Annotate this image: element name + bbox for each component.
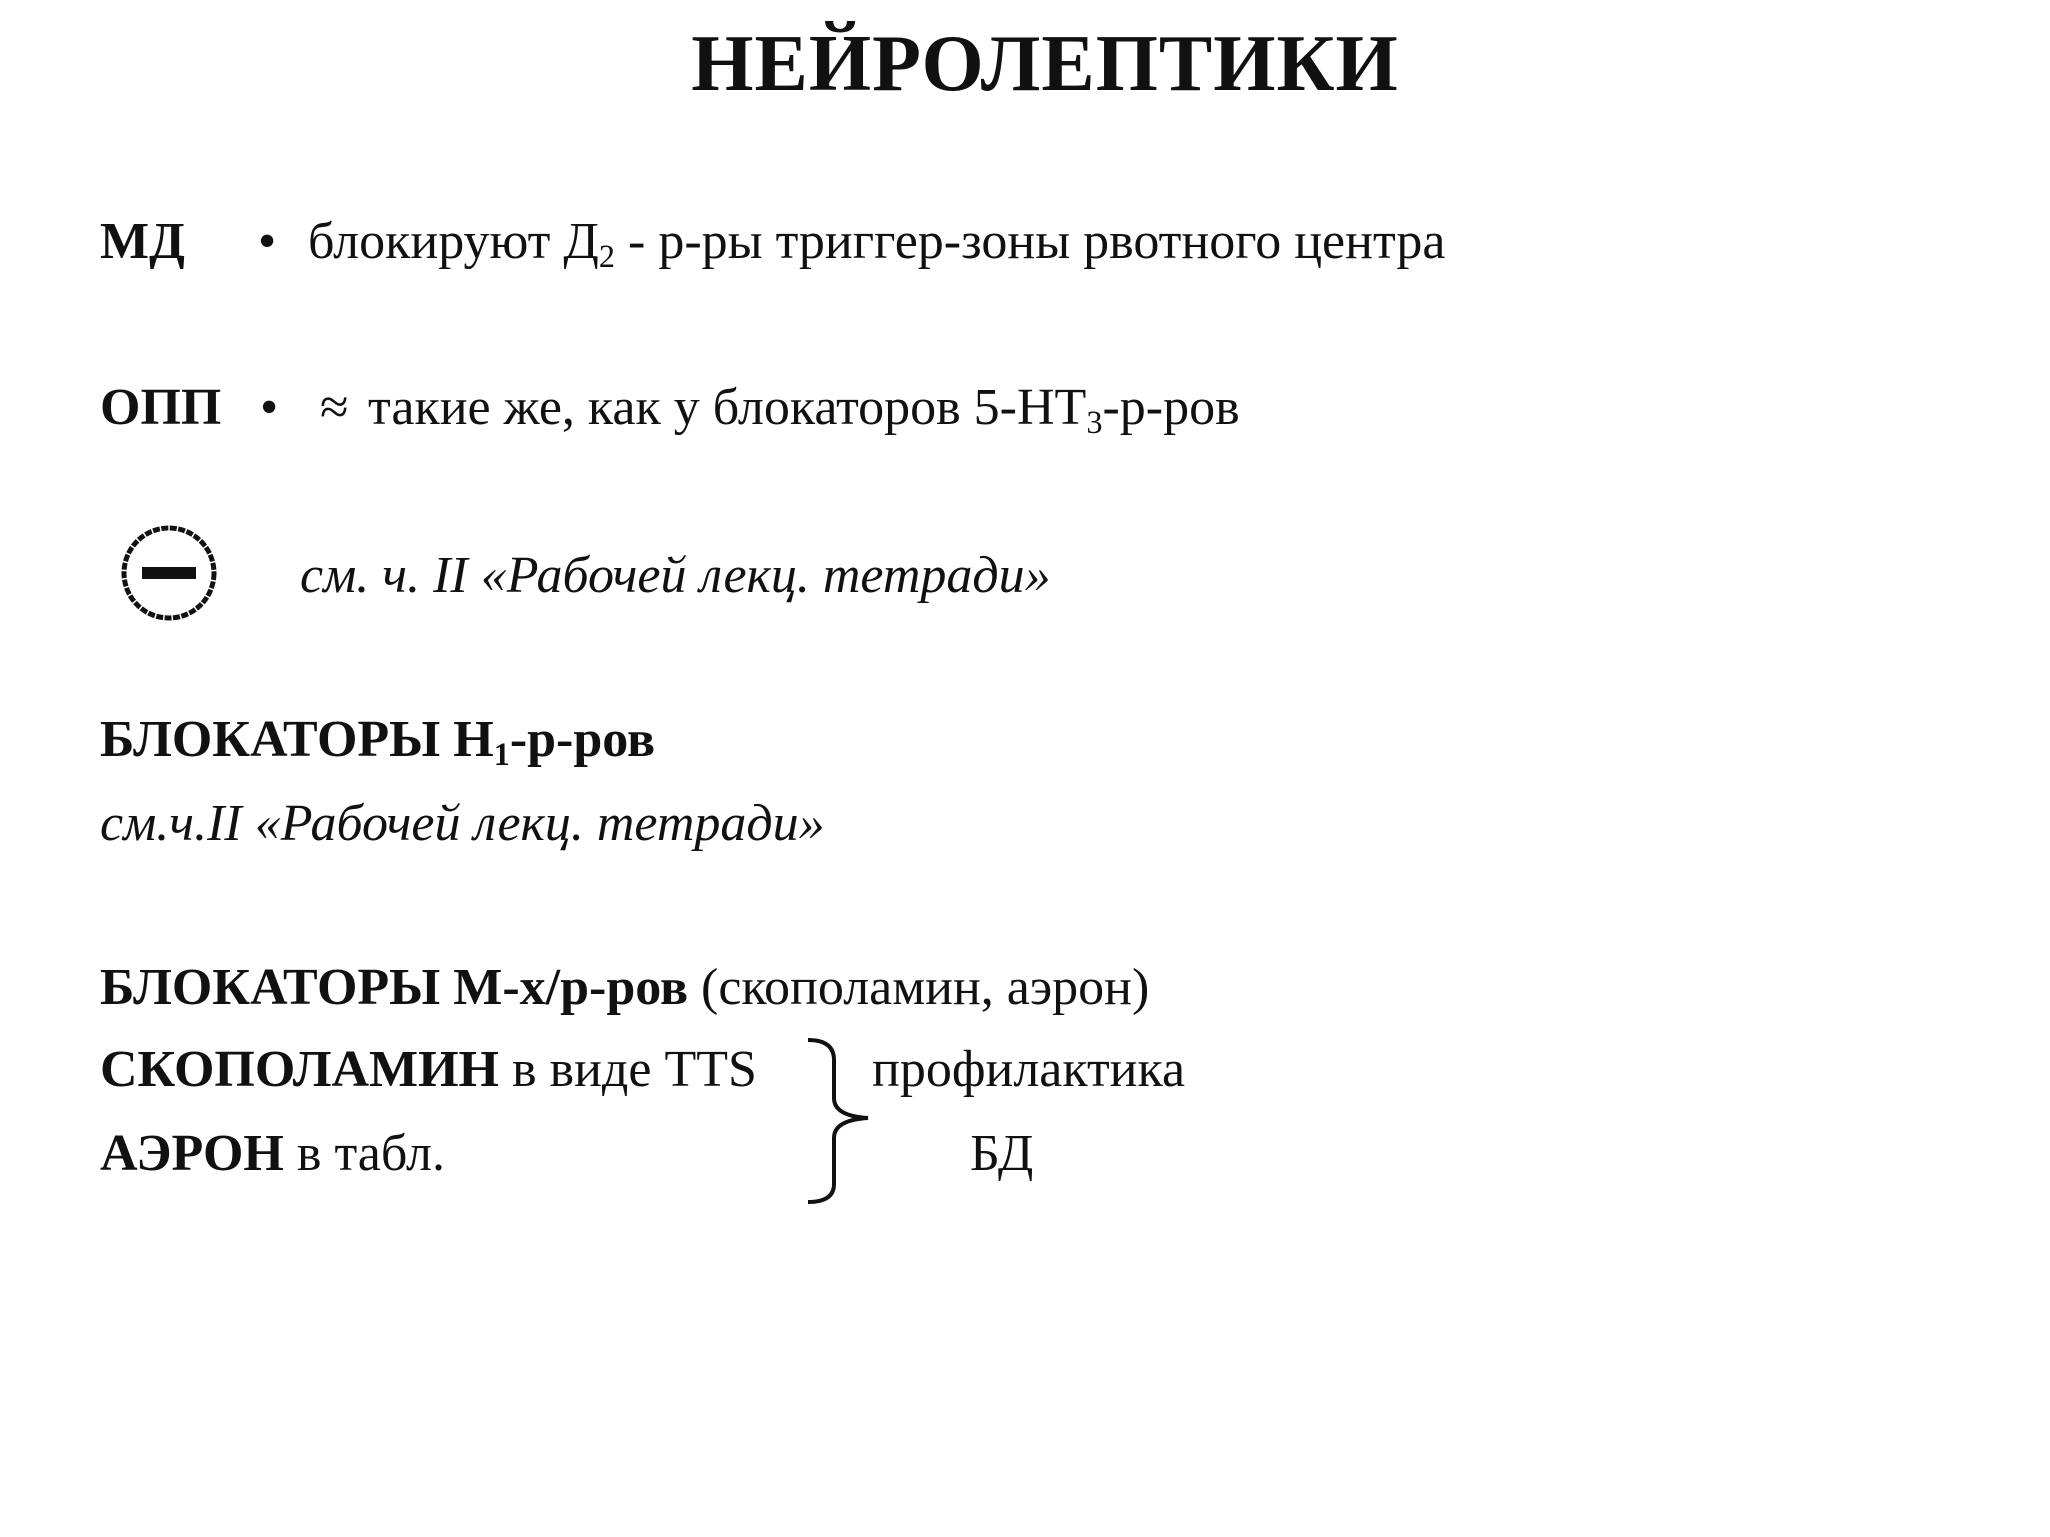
- row-opp: [100, 376, 1240, 440]
- aeron-row: [100, 1122, 445, 1186]
- md-subscript: 2: [598, 238, 615, 275]
- h1-heading-after: -р-ров: [509, 711, 656, 768]
- scopolamine-name: СКОПОЛАМИН: [100, 1041, 499, 1098]
- md-text-after: - р-ры триггер-зоны рвотного центра: [615, 213, 1446, 270]
- m-blockers-heading: [100, 956, 1149, 1020]
- h1-blockers-heading: [100, 708, 655, 772]
- md-bullet: •: [258, 213, 277, 270]
- prophylaxis-label: профилактика: [872, 1041, 1186, 1098]
- scopolamine-form: в виде TTS: [499, 1041, 757, 1098]
- h1-blockers-reference: см.ч.II «Рабочей лекц. тетради»: [100, 795, 825, 852]
- opp-bullet: •: [260, 379, 279, 436]
- opp-subscript: 3: [1086, 404, 1103, 441]
- scopolamine-row: [100, 1038, 757, 1102]
- slide-title: НЕЙРОЛЕПТИКИ: [691, 20, 1399, 108]
- opp-text-before: такие же, как у блокаторов 5-НТ: [368, 379, 1087, 436]
- m-examples: (скополамин, аэрон): [688, 959, 1150, 1016]
- md-label: МД: [100, 213, 185, 270]
- h1-heading-subscript: 1: [493, 736, 510, 773]
- opp-label: ОПП: [100, 379, 222, 436]
- m-heading-text: БЛОКАТОРЫ М-х/р-ров: [100, 959, 689, 1016]
- side-effects-reference: см. ч. II «Рабочей лекц. тетради»: [300, 547, 1051, 604]
- h1-heading-before: БЛОКАТОРЫ Н: [100, 711, 494, 768]
- right-curly-brace-icon: [800, 1036, 880, 1206]
- approx-symbol: ≈: [320, 379, 349, 436]
- aeron-name: АЭРОН: [100, 1125, 284, 1182]
- aeron-form: в табл.: [283, 1125, 445, 1182]
- condition-label: БД: [970, 1125, 1034, 1182]
- minus-in-circle-icon: [120, 524, 218, 622]
- row-md: [100, 210, 1445, 274]
- opp-text-after: -р-ров: [1102, 379, 1240, 436]
- md-text-before: блокируют Д: [308, 213, 599, 270]
